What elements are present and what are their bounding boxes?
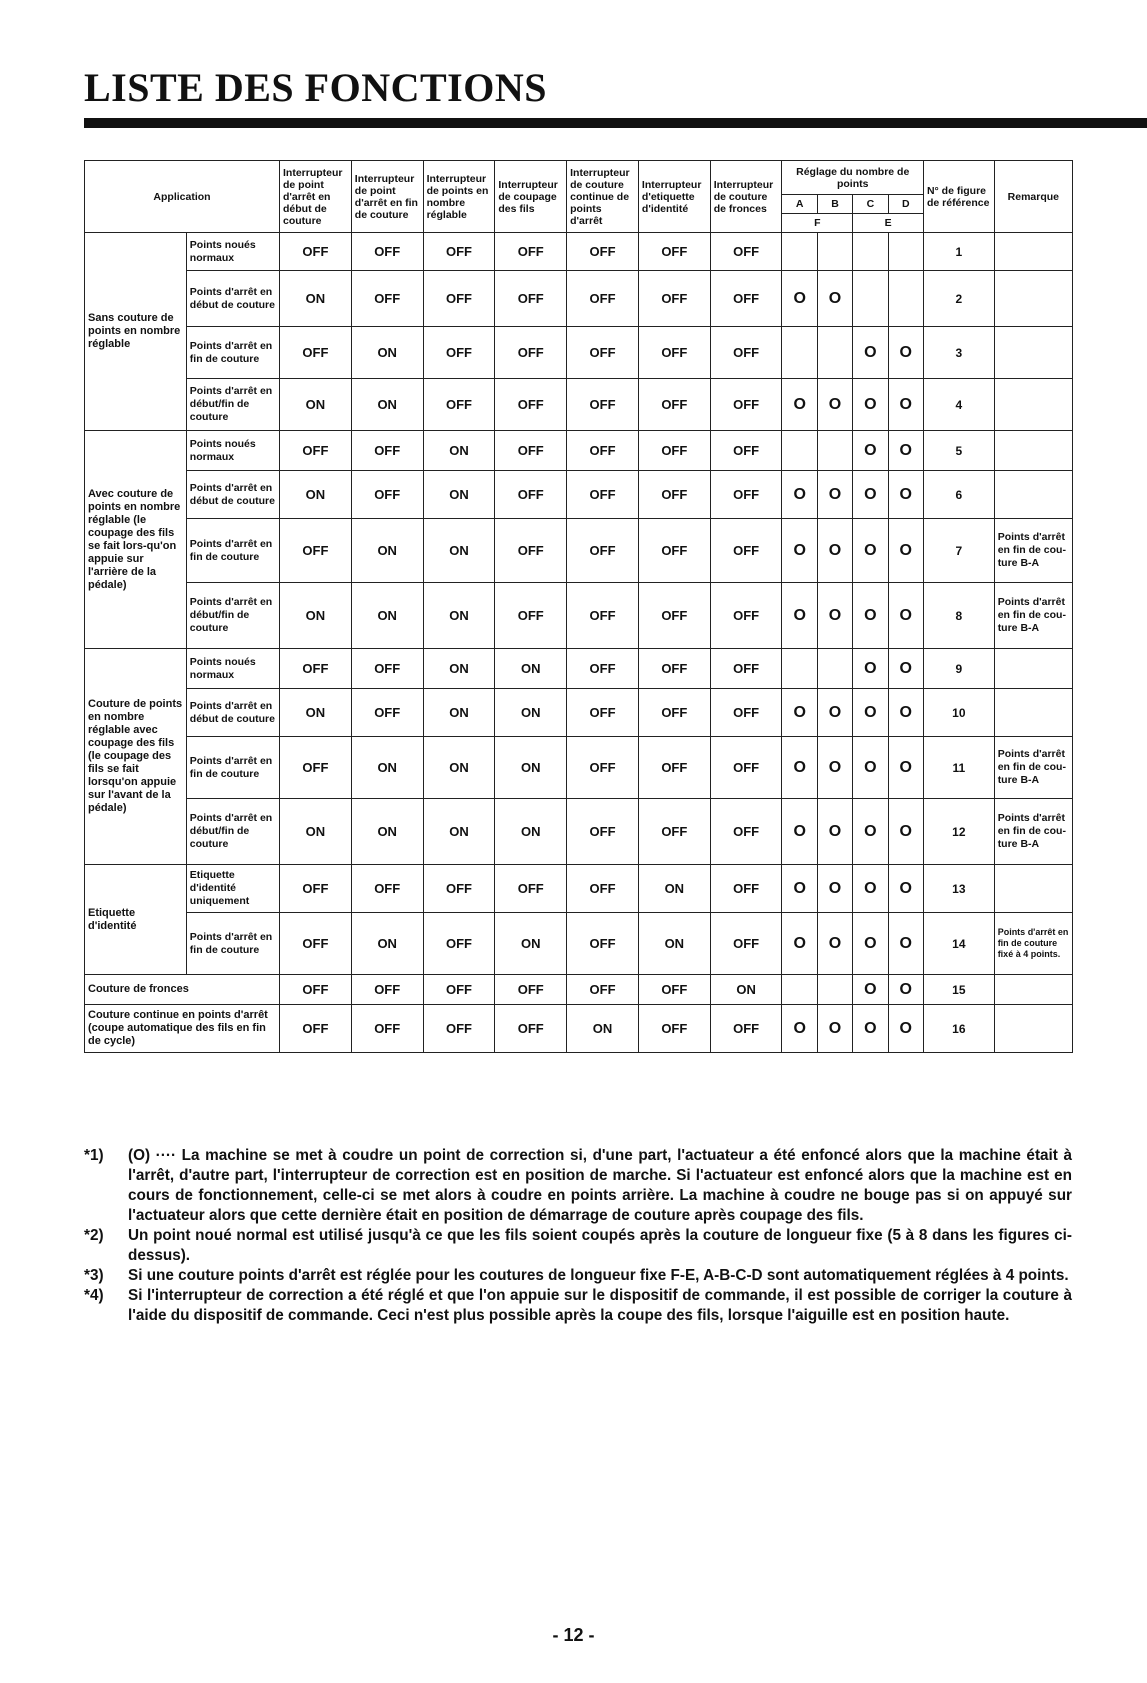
remark	[994, 689, 1072, 737]
stitch-setting-b	[817, 233, 852, 271]
switch-state: OFF	[710, 1005, 782, 1053]
switch-state: OFF	[710, 431, 782, 471]
remark: Points d'arrêt en fin de cou-ture B-A	[994, 799, 1072, 865]
switch-state: ON	[423, 583, 495, 649]
figure-ref: 4	[923, 379, 994, 431]
application-group: Couture de points en nombre réglable avec coupage des fils (le coupage des fils se fait lorsqu'on appuie sur l'avant de la pédale)	[85, 649, 187, 865]
remark	[994, 471, 1072, 519]
stitch-setting-c: O	[853, 327, 888, 379]
page-number: - 12 -	[552, 1625, 595, 1645]
header-sw-debut: Interrupteur de point d'arrêt en début de couture	[280, 161, 352, 233]
header-remarque: Remarque	[994, 161, 1072, 233]
application-group: Couture de fronces	[85, 975, 280, 1005]
switch-state: OFF	[710, 689, 782, 737]
switch-state: OFF	[567, 471, 639, 519]
header-col-c: C	[853, 195, 888, 214]
application-sub: Etiquette d'identité uniquement	[186, 865, 279, 913]
table-body	[85, 233, 1073, 1053]
switch-state: OFF	[638, 1005, 710, 1053]
remark: Points d'arrêt en fin de couture fixé à 4 points.	[994, 913, 1072, 975]
stitch-setting-d: O	[888, 519, 923, 583]
stitch-setting-a: O	[782, 913, 817, 975]
remark: Points d'arrêt en fin de cou-ture B-A	[994, 519, 1072, 583]
figure-ref: 8	[923, 583, 994, 649]
stitch-setting-b	[817, 975, 852, 1005]
stitch-setting-b	[817, 649, 852, 689]
switch-state: OFF	[638, 233, 710, 271]
switch-state: OFF	[495, 975, 567, 1005]
switch-state: ON	[351, 799, 423, 865]
remark	[994, 431, 1072, 471]
switch-state: ON	[423, 431, 495, 471]
switch-state: OFF	[495, 327, 567, 379]
figure-ref: 2	[923, 271, 994, 327]
header-col-a: A	[782, 195, 817, 214]
stitch-setting-a: O	[782, 1005, 817, 1053]
table-row	[85, 649, 1073, 689]
application-sub: Points noués normaux	[186, 431, 279, 471]
switch-state: OFF	[280, 431, 352, 471]
stitch-setting-c: O	[853, 689, 888, 737]
switch-state: OFF	[567, 583, 639, 649]
footnote-text: Si une couture points d'arrêt est réglée pour les coutures de longueur fixe F-E, A-B-C-D sont automatiquement réglées à 4 points.	[128, 1267, 1069, 1284]
switch-state: OFF	[567, 519, 639, 583]
switch-state: OFF	[495, 431, 567, 471]
application-sub: Points d'arrêt en fin de couture	[186, 327, 279, 379]
switch-state: OFF	[495, 1005, 567, 1053]
switch-state: OFF	[351, 689, 423, 737]
switch-state: OFF	[710, 233, 782, 271]
stitch-setting-d: O	[888, 913, 923, 975]
switch-state: OFF	[495, 519, 567, 583]
switch-state: OFF	[280, 233, 352, 271]
stitch-setting-a: O	[782, 471, 817, 519]
switch-state: OFF	[567, 737, 639, 799]
stitch-setting-a: O	[782, 799, 817, 865]
switch-state: OFF	[351, 975, 423, 1005]
table-row	[85, 471, 1073, 519]
stitch-setting-a	[782, 975, 817, 1005]
switch-state: OFF	[495, 233, 567, 271]
stitch-setting-a	[782, 327, 817, 379]
switch-state: OFF	[567, 649, 639, 689]
stitch-setting-b: O	[817, 799, 852, 865]
remark: Points d'arrêt en fin de cou-ture B-A	[994, 583, 1072, 649]
switch-state: OFF	[638, 975, 710, 1005]
switch-state: OFF	[423, 1005, 495, 1053]
switch-state: OFF	[351, 271, 423, 327]
switch-state: ON	[710, 975, 782, 1005]
stitch-setting-c: O	[853, 379, 888, 431]
stitch-setting-a	[782, 431, 817, 471]
switch-state: ON	[495, 913, 567, 975]
switch-state: ON	[351, 913, 423, 975]
switch-state: OFF	[567, 271, 639, 327]
switch-state: OFF	[638, 471, 710, 519]
switch-state: OFF	[280, 649, 352, 689]
application-group: Couture continue en points d'arrêt (coupe automatique des fils en fin de cycle)	[85, 1005, 280, 1053]
switch-state: ON	[351, 737, 423, 799]
stitch-setting-b: O	[817, 689, 852, 737]
application-sub: Points d'arrêt en début de couture	[186, 271, 279, 327]
switch-state: OFF	[280, 975, 352, 1005]
stitch-setting-a: O	[782, 583, 817, 649]
header-application: Application	[85, 161, 280, 233]
stitch-setting-d: O	[888, 431, 923, 471]
stitch-setting-c: O	[853, 865, 888, 913]
header-reglage: Réglage du nombre de points	[782, 161, 923, 195]
stitch-setting-d	[888, 271, 923, 327]
stitch-setting-c: O	[853, 649, 888, 689]
stitch-setting-d: O	[888, 689, 923, 737]
switch-state: OFF	[638, 649, 710, 689]
table-row	[85, 271, 1073, 327]
switch-state: ON	[423, 737, 495, 799]
page-title: LISTE DES FONCTIONS	[84, 65, 547, 110]
switch-state: ON	[351, 583, 423, 649]
switch-state: OFF	[280, 865, 352, 913]
stitch-setting-b: O	[817, 913, 852, 975]
switch-state: ON	[351, 379, 423, 431]
footnote-text: Si l'interrupteur de correction a été réglé et que l'on appuie sur le dispositif de commande, il est possible de corriger la couture à l'aide du dispositif de commande. Ceci n'est plus possible après la coupe des fils, lorsque l'aiguille est en position haute.	[128, 1287, 1072, 1324]
switch-state: ON	[638, 913, 710, 975]
figure-ref: 10	[923, 689, 994, 737]
switch-state: OFF	[710, 271, 782, 327]
switch-state: OFF	[710, 799, 782, 865]
switch-state: ON	[280, 799, 352, 865]
stitch-setting-d: O	[888, 327, 923, 379]
stitch-setting-d: O	[888, 649, 923, 689]
switch-state: OFF	[423, 865, 495, 913]
stitch-setting-c	[853, 271, 888, 327]
switch-state: ON	[351, 519, 423, 583]
switch-state: OFF	[638, 519, 710, 583]
switch-state: OFF	[351, 865, 423, 913]
switch-state: OFF	[495, 471, 567, 519]
switch-state: OFF	[423, 975, 495, 1005]
stitch-setting-a	[782, 649, 817, 689]
switch-state: OFF	[495, 379, 567, 431]
table-row	[85, 327, 1073, 379]
stitch-setting-b: O	[817, 737, 852, 799]
header-ref: N° de figure de référence	[923, 161, 994, 233]
stitch-setting-d	[888, 233, 923, 271]
header-sw-etiquette: Interrupteur d'etiquette d'identité	[638, 161, 710, 233]
stitch-setting-c: O	[853, 431, 888, 471]
switch-state: ON	[351, 327, 423, 379]
switch-state: OFF	[638, 431, 710, 471]
switch-state: ON	[423, 519, 495, 583]
stitch-setting-a: O	[782, 737, 817, 799]
table-row	[85, 737, 1073, 799]
remark	[994, 1005, 1072, 1053]
stitch-setting-d: O	[888, 583, 923, 649]
remark	[994, 327, 1072, 379]
switch-state: OFF	[710, 471, 782, 519]
stitch-setting-c: O	[853, 519, 888, 583]
header-sw-fronces: Interrupteur de couture de fronces	[710, 161, 782, 233]
figure-ref: 5	[923, 431, 994, 471]
switch-state: OFF	[567, 689, 639, 737]
application-sub: Points d'arrêt en début de couture	[186, 689, 279, 737]
header-sw-nombre: Interrupteur de points en nombre réglable	[423, 161, 495, 233]
header-col-b: B	[817, 195, 852, 214]
switch-state: OFF	[638, 689, 710, 737]
table-row	[85, 865, 1073, 913]
footnotes	[84, 1146, 1072, 1326]
footnote-number: *1)	[84, 1147, 104, 1164]
footnote	[84, 1226, 1072, 1266]
application-sub: Points d'arrêt en début/fin de couture	[186, 799, 279, 865]
switch-state: OFF	[710, 519, 782, 583]
footnote-number: *4)	[84, 1287, 104, 1304]
table-row	[85, 913, 1073, 975]
switch-state: OFF	[351, 649, 423, 689]
stitch-setting-b: O	[817, 271, 852, 327]
figure-ref: 15	[923, 975, 994, 1005]
switch-state: OFF	[567, 431, 639, 471]
header-col-e: E	[853, 214, 924, 233]
table-row	[85, 799, 1073, 865]
figure-ref: 12	[923, 799, 994, 865]
switch-state: ON	[495, 689, 567, 737]
table-row	[85, 1005, 1073, 1053]
stitch-setting-c: O	[853, 975, 888, 1005]
switch-state: ON	[280, 271, 352, 327]
switch-state: OFF	[567, 865, 639, 913]
stitch-setting-a: O	[782, 379, 817, 431]
stitch-setting-b	[817, 327, 852, 379]
figure-ref: 3	[923, 327, 994, 379]
switch-state: ON	[280, 379, 352, 431]
switch-state: ON	[567, 1005, 639, 1053]
switch-state: ON	[495, 737, 567, 799]
table-row	[85, 431, 1073, 471]
switch-state: OFF	[567, 327, 639, 379]
switch-state: OFF	[351, 431, 423, 471]
switch-state: OFF	[567, 379, 639, 431]
figure-ref: 9	[923, 649, 994, 689]
remark	[994, 233, 1072, 271]
remark	[994, 649, 1072, 689]
table-row	[85, 379, 1073, 431]
stitch-setting-c: O	[853, 799, 888, 865]
switch-state: ON	[423, 689, 495, 737]
header-sw-coupage: Interrupteur de coupage des fils	[495, 161, 567, 233]
switch-state: OFF	[423, 233, 495, 271]
switch-state: OFF	[495, 271, 567, 327]
switch-state: OFF	[351, 471, 423, 519]
switch-state: ON	[423, 471, 495, 519]
stitch-setting-b: O	[817, 471, 852, 519]
table-row	[85, 233, 1073, 271]
stitch-setting-c	[853, 233, 888, 271]
switch-state: ON	[280, 689, 352, 737]
application-group: Sans couture de points en nombre réglable	[85, 233, 187, 431]
footnote	[84, 1286, 1072, 1326]
switch-state: OFF	[280, 327, 352, 379]
switch-state: OFF	[638, 271, 710, 327]
remark	[994, 865, 1072, 913]
switch-state: ON	[280, 583, 352, 649]
stitch-setting-c: O	[853, 583, 888, 649]
footnote-number: *2)	[84, 1227, 104, 1244]
switch-state: OFF	[351, 233, 423, 271]
application-sub: Points d'arrêt en fin de couture	[186, 737, 279, 799]
stitch-setting-c: O	[853, 471, 888, 519]
switch-state: OFF	[710, 649, 782, 689]
switch-state: OFF	[280, 737, 352, 799]
stitch-setting-b: O	[817, 583, 852, 649]
switch-state: ON	[495, 799, 567, 865]
switch-state: OFF	[638, 737, 710, 799]
switch-state: OFF	[423, 913, 495, 975]
table-row	[85, 519, 1073, 583]
switch-state: OFF	[495, 583, 567, 649]
switch-state: OFF	[567, 975, 639, 1005]
footnote	[84, 1146, 1072, 1226]
switch-state: OFF	[567, 799, 639, 865]
application-sub: Points noués normaux	[186, 649, 279, 689]
stitch-setting-a: O	[782, 519, 817, 583]
stitch-setting-c: O	[853, 737, 888, 799]
stitch-setting-d: O	[888, 865, 923, 913]
table-row	[85, 583, 1073, 649]
header-col-d: D	[888, 195, 923, 214]
header-col-f: F	[782, 214, 853, 233]
stitch-setting-a	[782, 233, 817, 271]
stitch-setting-d: O	[888, 737, 923, 799]
application-sub: Points d'arrêt en début/fin de couture	[186, 379, 279, 431]
header-sw-fin: Interrupteur de point d'arrêt en fin de couture	[351, 161, 423, 233]
stitch-setting-b: O	[817, 865, 852, 913]
stitch-setting-c: O	[853, 913, 888, 975]
footnote-text: (O) ···· La machine se met à coudre un point de correction si, d'une part, l'actuateur a été enfoncé alors que la machine était à l'arrêt, d'autre part, l'interrupteur de correction est en position de marche. Si l'actuateur est enfoncé alors que la machine est en cours de fonctionnement, celle-ci se met alors à coudre en points arrière. La machine à coudre ne bouge pas si on appuyé sur l'actuateur alors que cette dernière était en position de démarrage de couture après coupage des fils.	[128, 1147, 1072, 1224]
remark	[994, 379, 1072, 431]
switch-state: OFF	[423, 379, 495, 431]
stitch-setting-d: O	[888, 799, 923, 865]
switch-state: OFF	[567, 233, 639, 271]
switch-state: ON	[638, 865, 710, 913]
stitch-setting-b: O	[817, 1005, 852, 1053]
figure-ref: 14	[923, 913, 994, 975]
application-sub: Points d'arrêt en fin de couture	[186, 913, 279, 975]
footnote-number: *3)	[84, 1267, 104, 1284]
switch-state: OFF	[710, 737, 782, 799]
switch-state: ON	[280, 471, 352, 519]
application-group: Avec couture de points en nombre réglable (le coupage des fils se fait lors-qu'on appuie sur l'arrière de la pédale)	[85, 431, 187, 649]
switch-state: OFF	[638, 327, 710, 379]
figure-ref: 13	[923, 865, 994, 913]
stitch-setting-d: O	[888, 471, 923, 519]
switch-state: OFF	[638, 379, 710, 431]
switch-state: OFF	[280, 1005, 352, 1053]
switch-state: OFF	[495, 865, 567, 913]
switch-state: OFF	[567, 913, 639, 975]
table-row	[85, 975, 1073, 1005]
switch-state: OFF	[638, 799, 710, 865]
switch-state: OFF	[710, 913, 782, 975]
switch-state: OFF	[710, 327, 782, 379]
application-sub: Points noués normaux	[186, 233, 279, 271]
header-sw-continue: Interrupteur de couture continue de points d'arrêt	[567, 161, 639, 233]
application-sub: Points d'arrêt en fin de couture	[186, 519, 279, 583]
figure-ref: 11	[923, 737, 994, 799]
figure-ref: 7	[923, 519, 994, 583]
stitch-setting-b: O	[817, 519, 852, 583]
switch-state: OFF	[351, 1005, 423, 1053]
stitch-setting-a: O	[782, 689, 817, 737]
switch-state: ON	[423, 649, 495, 689]
switch-state: OFF	[280, 519, 352, 583]
footnote	[84, 1266, 1072, 1286]
stitch-setting-d: O	[888, 1005, 923, 1053]
table-row	[85, 689, 1073, 737]
switch-state: OFF	[638, 583, 710, 649]
figure-ref: 1	[923, 233, 994, 271]
switch-state: ON	[423, 799, 495, 865]
remark	[994, 271, 1072, 327]
stitch-setting-b: O	[817, 379, 852, 431]
switch-state: OFF	[423, 271, 495, 327]
stitch-setting-d: O	[888, 379, 923, 431]
title-rule	[84, 118, 1147, 128]
switch-state: OFF	[710, 379, 782, 431]
footnote-text: Un point noué normal est utilisé jusqu'à ce que les fils soient coupés après la couture de longueur fixe (5 à 8 dans les figures ci-dessus).	[128, 1227, 1072, 1264]
switch-state: OFF	[710, 865, 782, 913]
figure-ref: 6	[923, 471, 994, 519]
remark	[994, 975, 1072, 1005]
application-sub: Points d'arrêt en début de couture	[186, 471, 279, 519]
stitch-setting-a: O	[782, 271, 817, 327]
switch-state: OFF	[423, 327, 495, 379]
switch-state: ON	[495, 649, 567, 689]
stitch-setting-a: O	[782, 865, 817, 913]
switch-state: OFF	[280, 913, 352, 975]
application-group: Etiquette d'identité	[85, 865, 187, 975]
remark: Points d'arrêt en fin de cou-ture B-A	[994, 737, 1072, 799]
application-sub: Points d'arrêt en début/fin de couture	[186, 583, 279, 649]
figure-ref: 16	[923, 1005, 994, 1053]
stitch-setting-c: O	[853, 1005, 888, 1053]
stitch-setting-b	[817, 431, 852, 471]
stitch-setting-d: O	[888, 975, 923, 1005]
function-table	[84, 160, 1073, 1053]
switch-state: OFF	[710, 583, 782, 649]
